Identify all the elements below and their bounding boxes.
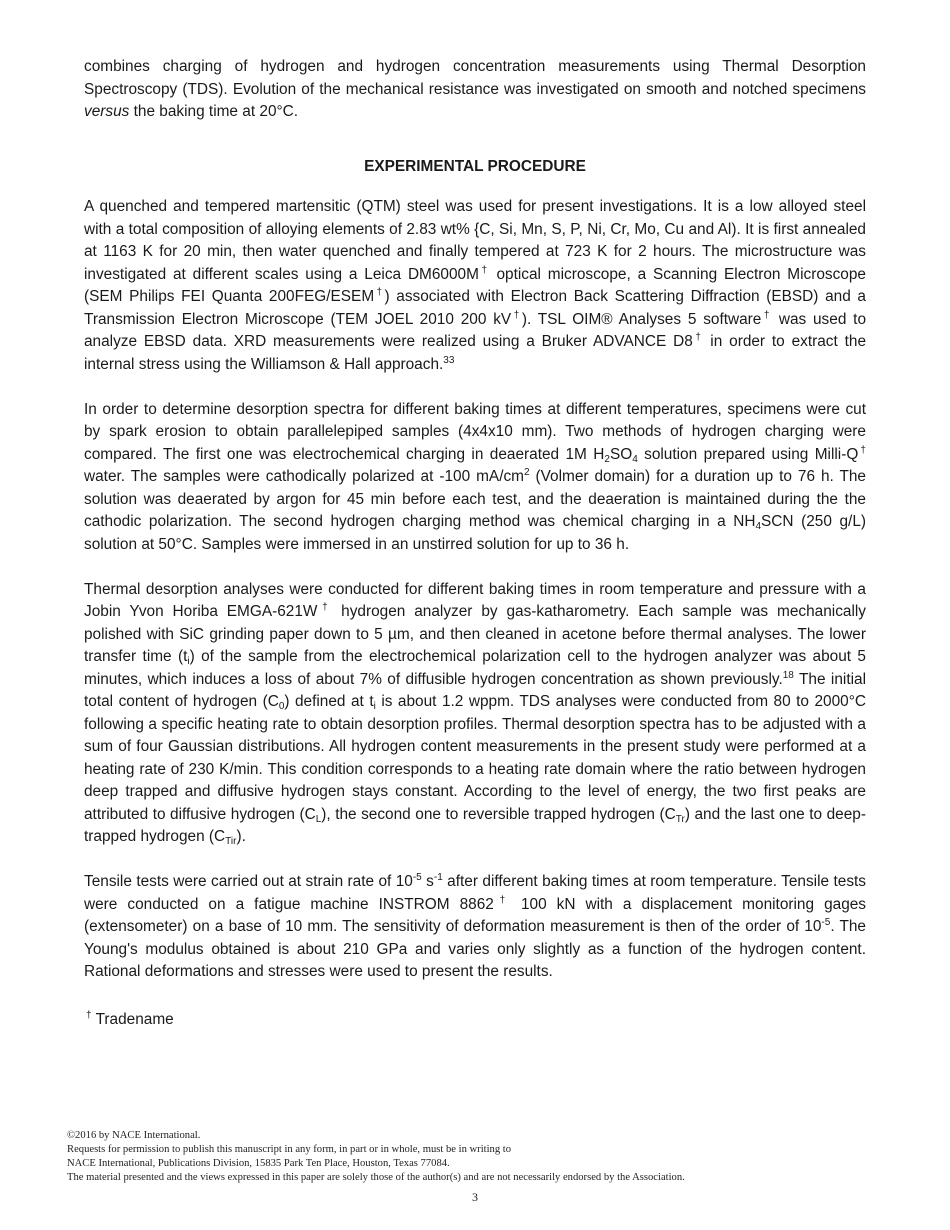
section-heading: EXPERIMENTAL PROCEDURE: [364, 157, 586, 175]
dagger-mark: †: [858, 444, 866, 456]
reference-33: 33: [443, 354, 455, 366]
tradename-footnote: † Tradename: [86, 1009, 174, 1028]
intro-paragraph: combines charging of hydrogen and hydrogen concentration measurements using Thermal Desorption Spectroscopy (TDS). Evolution of the mechanical resistance was investigated on smooth and notched specimens versus the baking time at 20°C.: [84, 58, 866, 120]
copyright-notice: ©2016 by NACE International. Requests for permission to publish this manuscript in any form, in part or in whole, must be in writing to NACE International, Publications Division, 15835 Park Ten Place, Houston, Texas 77084. The material presented and the views expressed in this paper are solely those of the author(s) and are not necessarily endorsed by the Association.: [67, 1130, 685, 1183]
paragraph-tensile-tests: Tensile tests were carried out at strain rate of $10^{-5}$ $s^{-1}$ after different baking times at room temperature. Tensile tests were conducted on a fatigue machine INSTROM 8862† 100 kN with a displacement monitoring gages (extensometer) on a base of 10 mm. The sensitivity of deformation measurement is then of the order of $10^{-5}$. The Young's modulus obtained is about 210 GPa and varies only slightly as a function of the hydrogen content. Rational deformations and stresses were used to present the results.: [84, 872, 867, 980]
intro-italic: versus: [84, 103, 130, 120]
page-number: 3: [472, 1190, 478, 1204]
page-body: [84, 56, 866, 1030]
paragraph-thermal-desorption: Thermal desorption analyses were conducted for different baking times in room temperature and pressure with a Jobin Yvon Horiba EMGA-621W† hydrogen analyzer by gas-katharometry. Each sample was mechanically polished with SiC grinding paper down to 5 µm, and then cleaned in acetone before thermal analyses. The lower transfer time $(t_i)$ of the sample from the electrochemical polarization cell to the hydrogen analyzer was about 5 minutes, which induces a loss of about 7% of diffusible hydrogen concentration as shown previously.$^{18}$ The initial total content of hydrogen $(C_0)$ defined at $t_i$ is about 1.2 wppm. TDS analyses were conducted from 80 to 2000°C following a specific heating rate to obtain desorption profiles. Thermal desorption spectra has to be adjusted with a sum of four Gaussian distributions. All hydrogen content measurements in the present study were performed at a heating rate of 230 K/min. This condition corresponds to a heating rate domain where the ratio between hydrogen deep trapped and diffusive hydrogen stays constant. According to the level of energy, the two first peaks are attributed to diffusive hydrogen $(C_L)$, the second one to reversible trapped hydrogen $(C_{Tr})$ and the last one to deep-trapped hydrogen $(C_{Tir})$.: [84, 580, 866, 847]
dagger-mark: †: [374, 287, 385, 298]
paragraph-materials: A quenched and tempered martensitic (QTM) steel was used for present investigations. It is a low alloyed steel with a total composition of alloying elements of 2.83 wt% {C, Si, Mn, S, P, Ni, Cr, Mo, Cu and Al). It is first annealed at 1163 K for 20 min, then water quenched and finally tempered at 723 K for 2 hours. The microstructure was investigated at different scales using a Leica DM6000M† optical microscope, a Scanning Electron Microscope (SEM Philips FEI Quanta 200FEG/ESEM†) associated with Electron Back Scattering Diffraction (EBSD) and a Transmission Electron Microscope (TEM JOEL 2010 200 kV†). TSL OIM® Analyses 5 software† was used to analyze EBSD data. XRD measurements were realized using a Bruker ADVANCE D8† in order to extract the internal stress using the Williamson & Hall approach.$^{33}$: [84, 198, 867, 373]
paragraph-charging: In order to determine desorption spectra for different baking times at different temperatures, specimens were cut by spark erosion to obtain parallelepiped samples (4x4x10 mm). Two methods of hydrogen charging were compared. The first one was electrochemical charging in deaerated 1M $H_2SO_4$ solution prepared using Milli-Q† water. The samples were cathodically polarized at -100 $mA/cm^2$ (Volmer domain) for a duration up to 76 h. The solution was deaerated by argon for 45 min before each test, and the deaeration is maintained during the the cathodic polarization. The second hydrogen charging method was chemical charging in a $NH_4SCN$ (250 g/L) solution at 50°C. Samples were immersed in an unstirred solution for up to 36 h.: [84, 400, 867, 553]
reference-18: 18: [782, 669, 794, 681]
dagger-mark: †: [692, 332, 704, 343]
dagger-mark: †: [761, 309, 773, 321]
dagger-mark: †: [317, 602, 333, 613]
dagger-mark: †: [86, 1009, 92, 1021]
dagger-mark: †: [478, 264, 490, 276]
dagger-mark: †: [493, 894, 511, 906]
dagger-mark: †: [511, 309, 522, 321]
